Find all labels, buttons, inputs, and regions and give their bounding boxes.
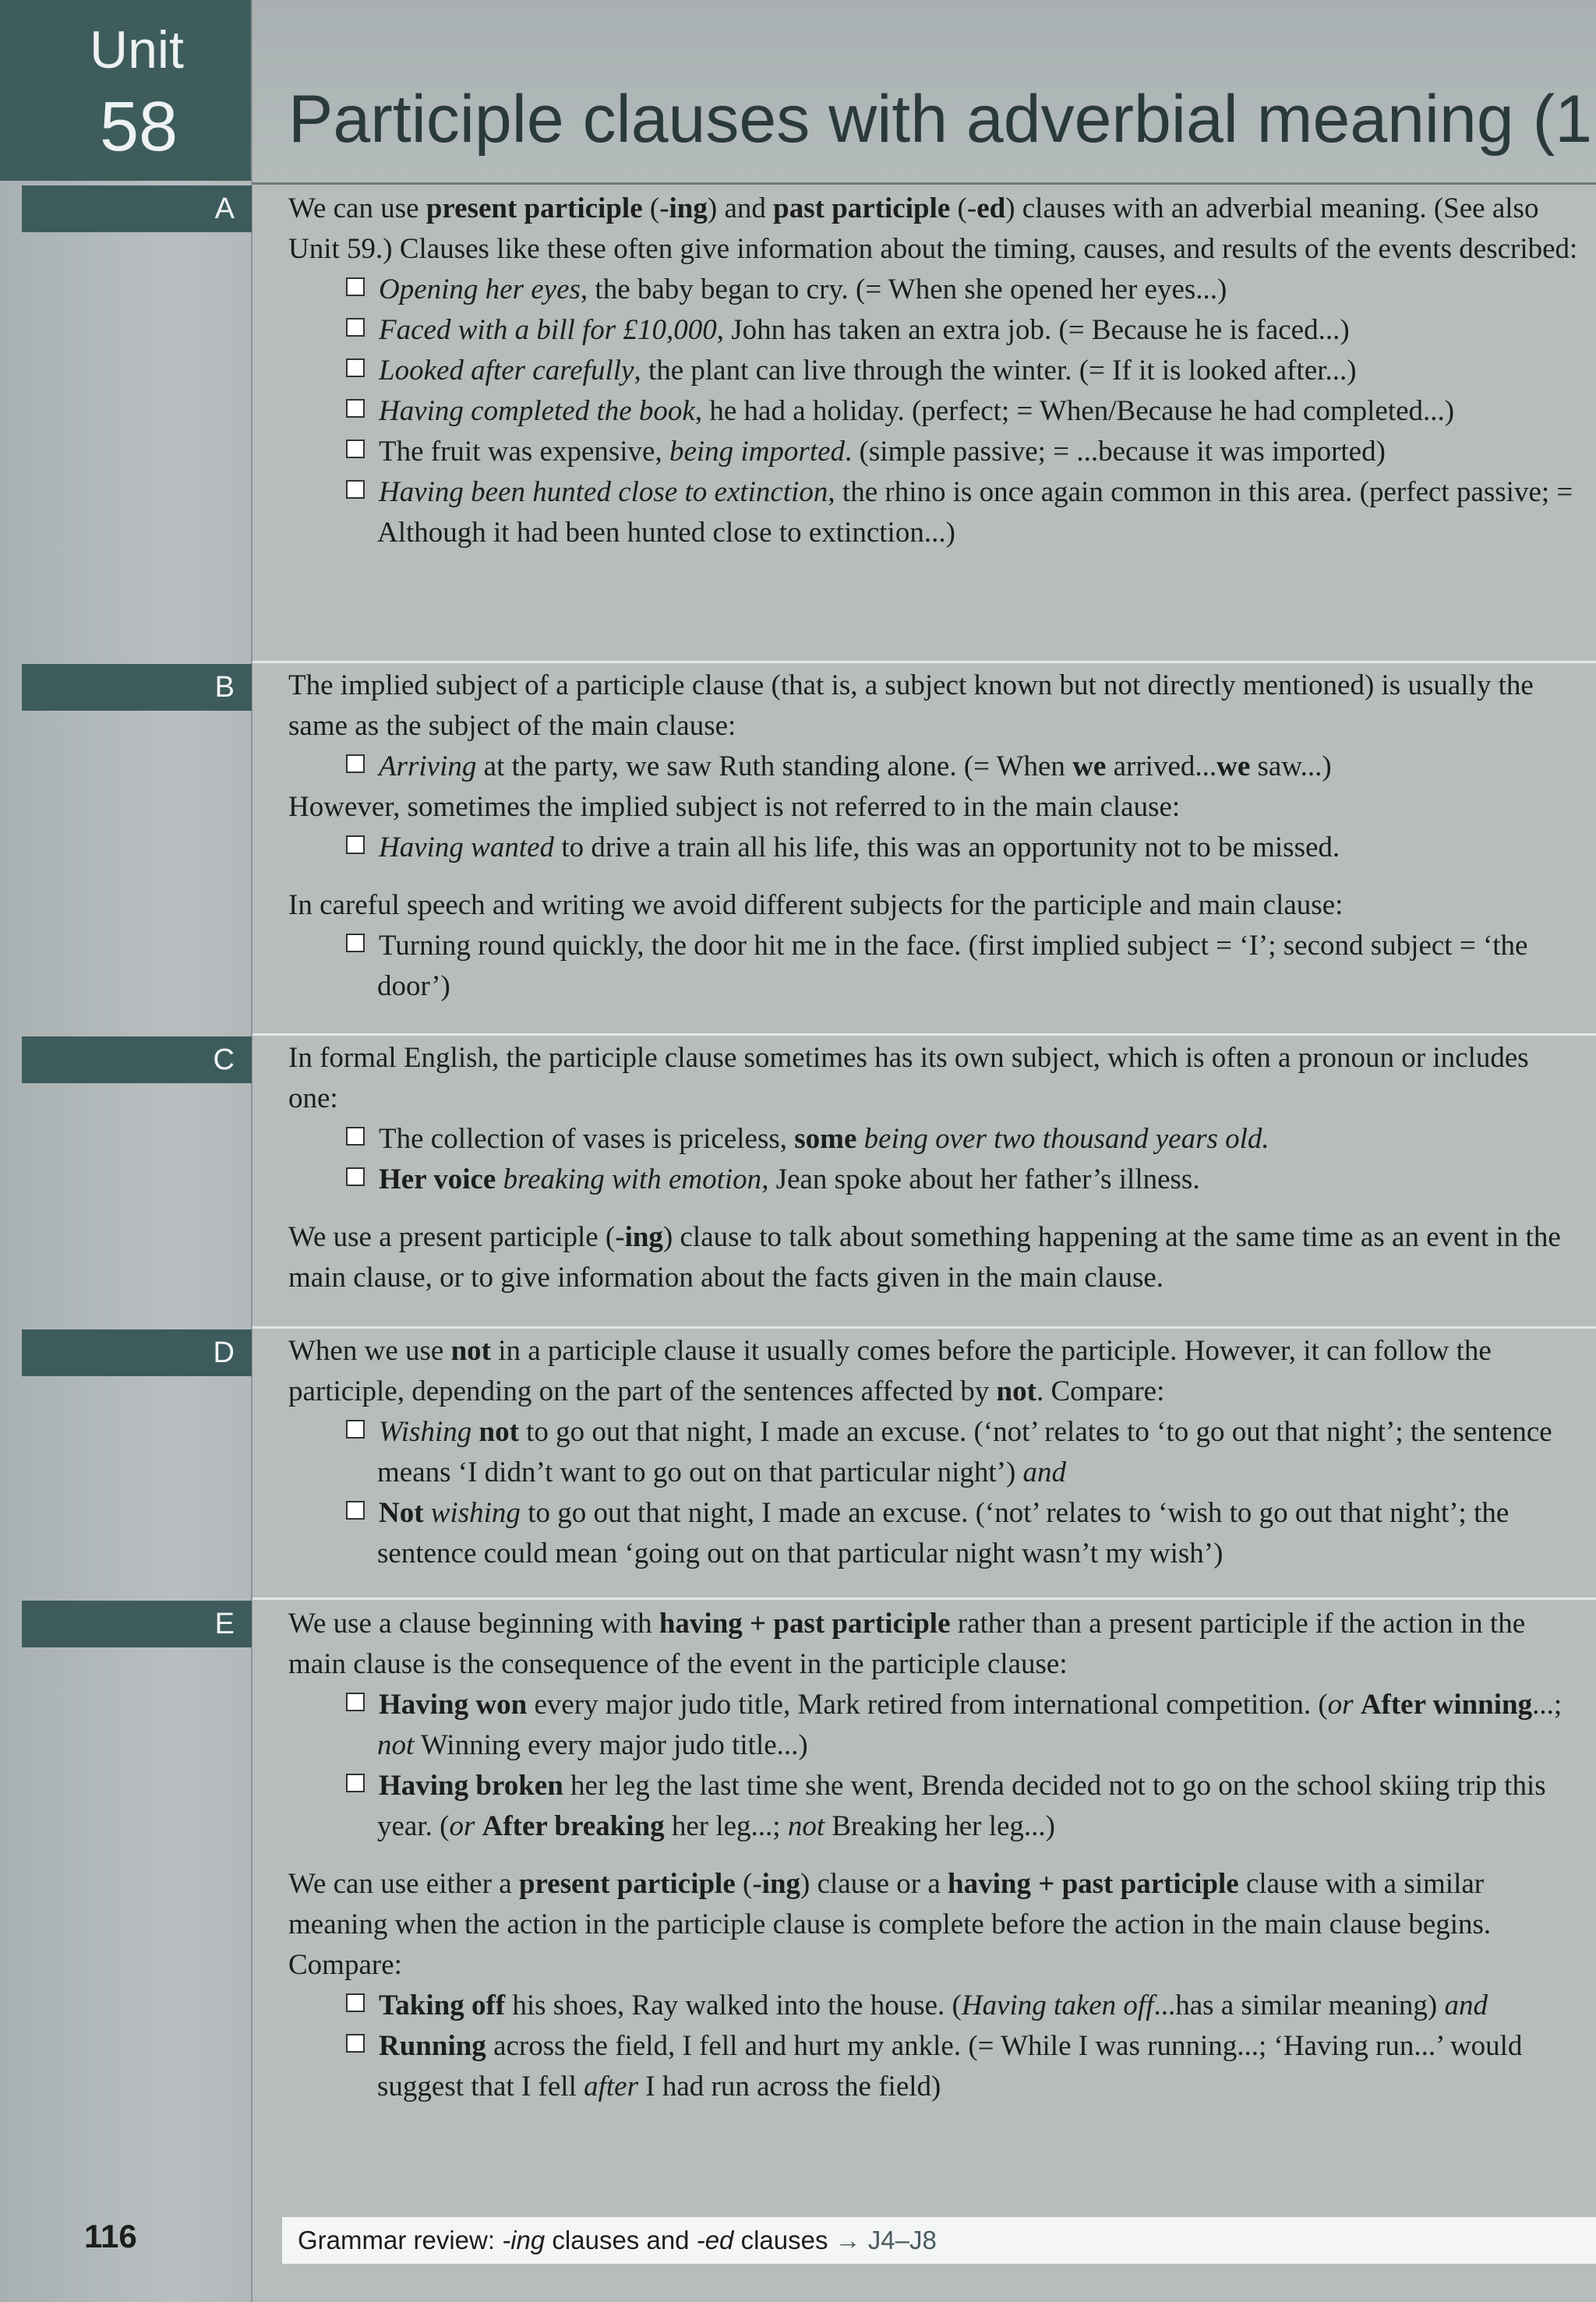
example-item [288, 926, 1582, 1007]
example-text: Running across the field, I fell and hurt my ankle. (= While I was running...; ‘Having run...’ would suggest that I fell after I had run across the field) [377, 2030, 1523, 2103]
section-d-tab [22, 1329, 252, 1376]
section-b-body [288, 666, 1582, 1007]
section-divider [252, 661, 1596, 663]
section-a-body [288, 189, 1582, 553]
section-divider [252, 1598, 1596, 1600]
page-title: Participle clauses with adverbial meaning (1 [288, 82, 1593, 157]
section-d-letter: D [213, 1336, 235, 1369]
checkbox-bullet-icon [346, 1774, 365, 1792]
example-text: Not wishing to go out that night, I made an excuse. (‘not’ relates to ‘wish to go out that night’; the sentence could mean ‘going out on that particular night wasn’t my wish’) [377, 1497, 1509, 1569]
example-item [288, 310, 1582, 351]
example-text: Having broken her leg the last time she went, Brenda decided not to go on the school skiing trip this year. (or After breaking her leg...; not Breaking her leg...) [377, 1770, 1546, 1842]
checkbox-bullet-icon [346, 440, 365, 458]
example-item [288, 391, 1582, 432]
paragraph: The implied subject of a participle clause (that is, a subject known but not directly mentioned) is usually the same as the subject of the main clause: [288, 669, 1534, 742]
paragraph-gap [288, 868, 1582, 885]
paragraph: We can use either a present participle (-ing) clause or a having + past participle clause with a similar meaning when the action in the participle clause is complete before the action in the main clause begins. Compare: [288, 1868, 1492, 1981]
example-text: Turning round quickly, the door hit me in the face. (first implied subject = ‘I’; second subject = ‘the door’) [377, 930, 1528, 1002]
example-item [288, 270, 1582, 310]
grammar-review-link[interactable]: → J4–J8 [835, 2226, 937, 2254]
example-text: Having completed the book, he had a holiday. (perfect; = When/Because he had completed...) [379, 395, 1455, 427]
example-item [288, 2026, 1582, 2107]
paragraph: In careful speech and writing we avoid different subjects for the participle and main clause: [288, 889, 1344, 921]
example-text: Having been hunted close to extinction, the rhino is once again common in this area. (perfect passive; = Although it had been hunted close to extinction...) [377, 476, 1573, 549]
paragraph: We use a clause beginning with having + past participle rather than a present participle if the action in the main clause is the consequence of the event in the participle clause: [288, 1608, 1526, 1680]
example-text: The fruit was expensive, being imported. (simple passive; = ...because it was imported) [379, 436, 1386, 468]
paragraph: In formal English, the participle clause sometimes has its own subject, which is often a pronoun or includes one: [288, 1042, 1529, 1114]
section-e-letter: E [214, 1608, 235, 1640]
example-text: Having wanted to drive a train all his life, this was an opportunity not to be missed. [379, 831, 1340, 863]
example-item [288, 1412, 1582, 1493]
paragraph-gap [288, 1200, 1582, 1217]
unit-badge [0, 0, 251, 181]
grammar-review-text: Grammar review: -ing clauses and -ed clauses [298, 2226, 828, 2254]
example-item [288, 828, 1582, 868]
checkbox-bullet-icon [346, 934, 365, 952]
checkbox-bullet-icon [346, 318, 365, 337]
checkbox-bullet-icon [346, 480, 365, 499]
unit-label: Unit [90, 20, 184, 79]
checkbox-bullet-icon [346, 1501, 365, 1520]
example-item [288, 747, 1582, 787]
example-item [288, 432, 1582, 472]
checkbox-bullet-icon [346, 358, 365, 377]
checkbox-bullet-icon [346, 1993, 365, 2012]
checkbox-bullet-icon [346, 1127, 365, 1146]
checkbox-bullet-icon [346, 1693, 365, 1711]
paragraph: However, sometimes the implied subject is not referred to in the main clause: [288, 791, 1181, 823]
example-item [288, 351, 1582, 391]
example-text: Arriving at the party, we saw Ruth standing alone. (= When we arrived...we saw...) [379, 750, 1332, 782]
section-e-body [288, 1604, 1582, 2107]
example-text: Opening her eyes, the baby began to cry. (= When she opened her eyes...) [379, 274, 1227, 305]
section-c-letter: C [213, 1043, 235, 1076]
paragraph: We can use present participle (-ing) and past participle (-ed) clauses with an adverbial meaning. (See also Unit 59.) Clauses like these often give information about the timing, causes, and results of the events described: [288, 192, 1578, 265]
left-margin [0, 0, 252, 2302]
example-text: Faced with a bill for £10,000, John has taken an extra job. (= Because he is faced...) [379, 314, 1350, 346]
example-text: Looked after carefully, the plant can live through the winter. (= If it is looked after...) [379, 355, 1357, 387]
paragraph: When we use not in a participle clause it usually comes before the participle. However, it can follow the participle, depending on the part of the sentences affected by not. Compare: [288, 1335, 1492, 1407]
example-item [288, 1986, 1582, 2026]
grammar-review-bar [282, 2217, 1596, 2264]
checkbox-bullet-icon [346, 277, 365, 296]
example-item [288, 1685, 1582, 1766]
example-item [288, 1160, 1582, 1200]
section-a-letter: A [214, 192, 235, 225]
example-text: Having won every major judo title, Mark retired from international competition. (or After winning...; not Winning every major judo title...) [377, 1689, 1562, 1761]
section-divider [252, 1326, 1596, 1329]
example-text: Taking off his shoes, Ray walked into the house. (Having taken off...has a similar meaning) and [379, 1990, 1488, 2021]
checkbox-bullet-icon [346, 2034, 365, 2053]
example-text: Her voice breaking with emotion, Jean spoke about her father’s illness. [379, 1163, 1200, 1195]
checkbox-bullet-icon [346, 835, 365, 854]
paragraph-gap [288, 1847, 1582, 1864]
example-text: The collection of vases is priceless, some being over two thousand years old. [379, 1123, 1269, 1155]
checkbox-bullet-icon [346, 754, 365, 773]
header-divider [252, 182, 1596, 185]
example-text: Wishing not to go out that night, I made an excuse. (‘not’ relates to ‘to go out that night’; the sentence means ‘I didn’t want to go out on that particular night’) and [377, 1416, 1552, 1488]
example-item [288, 1493, 1582, 1574]
section-e-tab [22, 1601, 252, 1647]
section-d-body [288, 1331, 1582, 1574]
checkbox-bullet-icon [346, 1167, 365, 1186]
section-a-tab [22, 185, 252, 232]
section-b-tab [22, 664, 252, 711]
paragraph: We use a present participle (-ing) clause to talk about something happening at the same time as an event in the main clause, or to give information about the facts given in the main clause. [288, 1221, 1561, 1294]
checkbox-bullet-icon [346, 399, 365, 418]
page-number: 116 [84, 2218, 137, 2254]
section-b-letter: B [214, 671, 235, 704]
section-divider [252, 1033, 1596, 1036]
section-c-tab [22, 1036, 252, 1083]
example-item [288, 1766, 1582, 1847]
section-c-body [288, 1038, 1582, 1298]
example-item [288, 1119, 1582, 1160]
example-item [288, 472, 1582, 553]
unit-number: 58 [100, 88, 178, 166]
checkbox-bullet-icon [346, 1420, 365, 1439]
